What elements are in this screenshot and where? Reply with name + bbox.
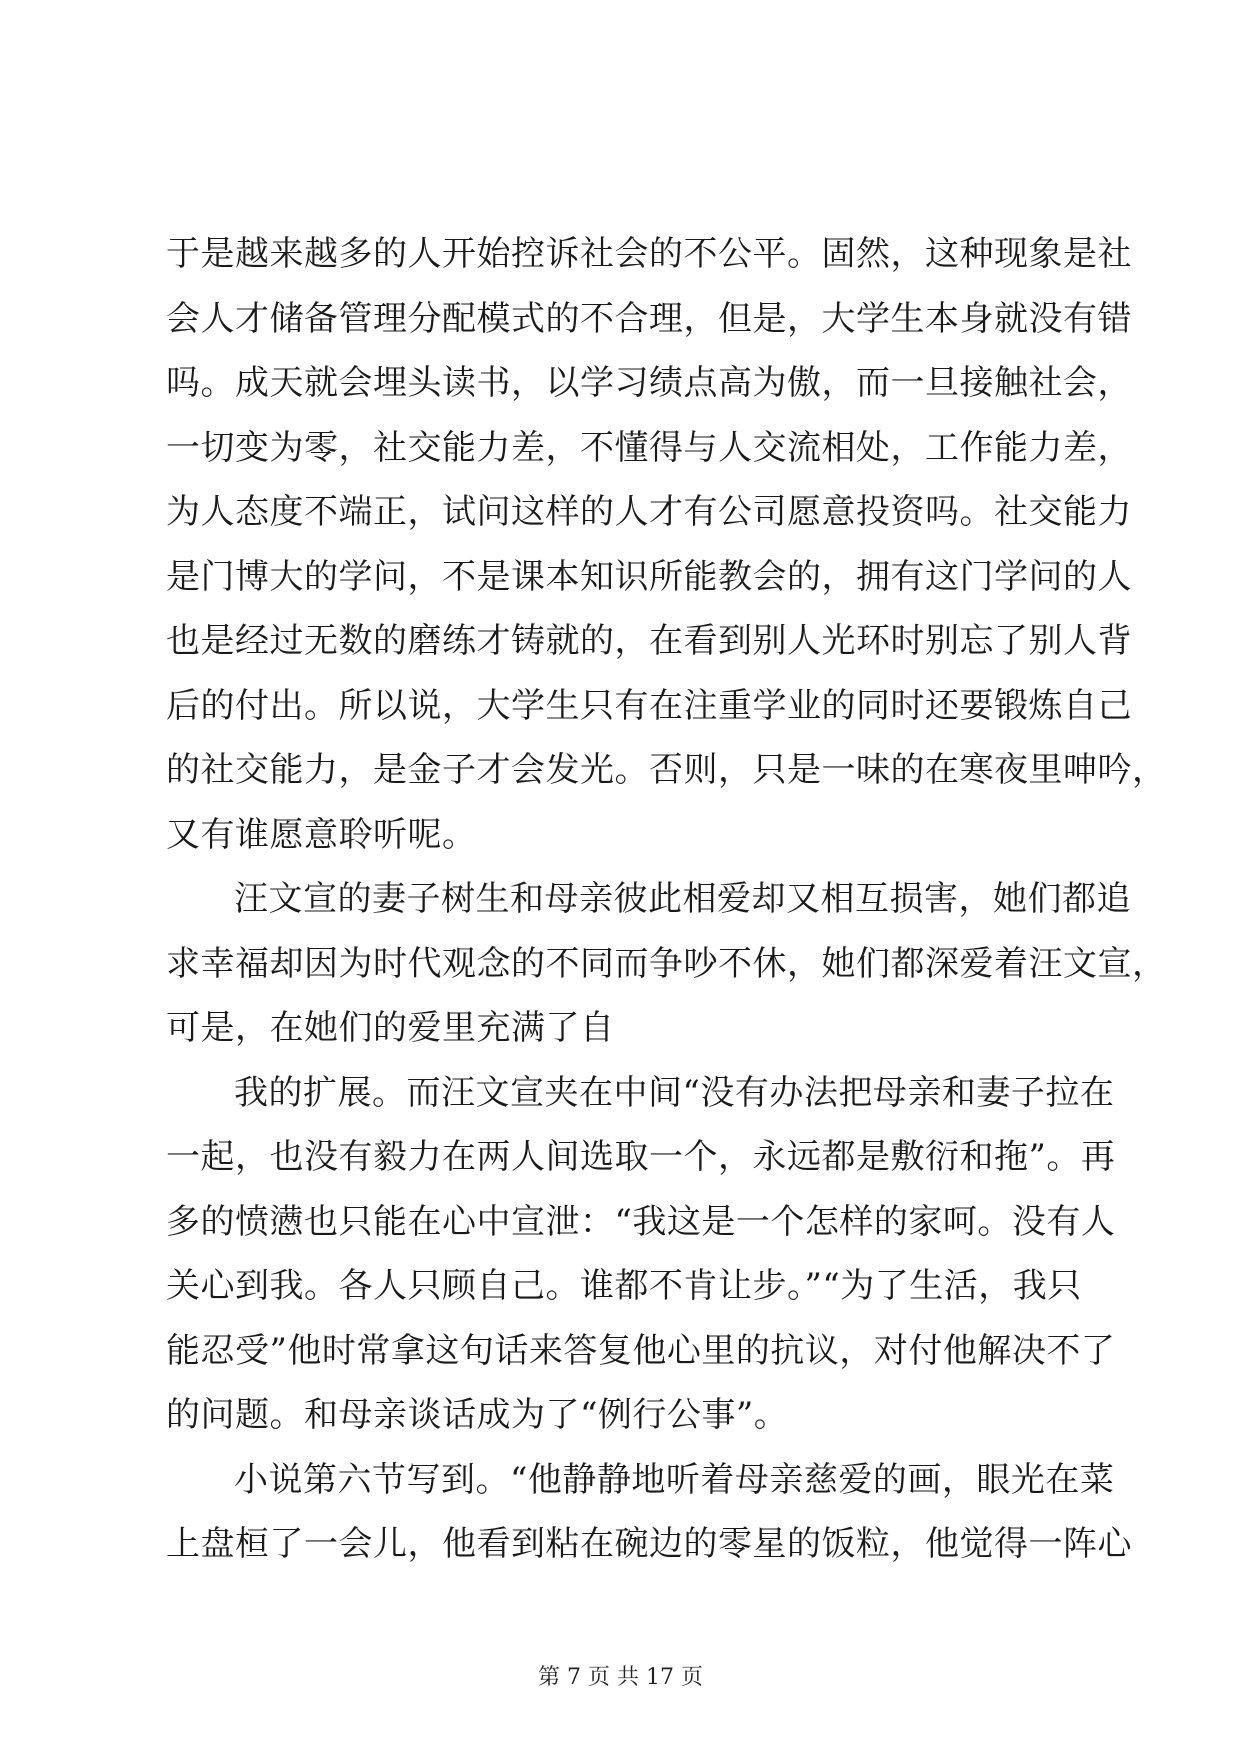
- text-line: 关心到我。各人只顾自己。谁都不肯让步。”“为了生活，我只: [166, 1266, 1082, 1306]
- text-line: 可是，在她们的爱里充满了自: [166, 1008, 615, 1048]
- text-line: 能忍受”他时常拿这句话来答复他心里的抗议，对付他解决不了: [166, 1330, 1116, 1371]
- text-line: 一切变为零，社交能力差，不懂得与人交流相处，工作能力差，: [166, 427, 1132, 468]
- text-line: 会人才储备管理分配模式的不合理，但是，大学生本身就没有错: [166, 298, 1132, 339]
- text-line: 是门博大的学问，不是课本知识所能教会的，拥有这门学问的人: [166, 556, 1132, 597]
- text-line: 吗。成天就会埋头读书，以学习绩点高为傲，而一旦接触社会，: [166, 363, 1132, 403]
- text-line: 小说第六节写到。“他静静地听着母亲慈爱的画，眼光在菜: [234, 1459, 1115, 1500]
- text-line: 汪文宣的妻子树生和母亲彼此相爱却又相互损害，她们都追: [234, 879, 1131, 919]
- text-line: 也是经过无数的磨练才铸就的，在看到别人光环时别忘了别人背: [166, 621, 1132, 661]
- text-line: 的问题。和母亲谈话成为了“例行公事”。: [166, 1395, 789, 1435]
- text-line: 又有谁愿意聆听呢。: [166, 814, 477, 855]
- text-line: 上盘桓了一会儿，他看到粘在碗边的零星的饭粒，他觉得一阵心: [166, 1524, 1132, 1564]
- text-line: 我的扩展。而汪文宣夹在中间“没有办法把母亲和妻子拉在: [234, 1072, 1115, 1113]
- page-number-footer: 第 7 页 共 17 页: [538, 1665, 703, 1690]
- text-line: 多的愤懑也只能在心中宣泄：“我这是一个怎样的家呵。没有人: [166, 1201, 1116, 1242]
- text-line: 为人态度不端正，试问这样的人才有公司愿意投资吗。社交能力: [166, 492, 1132, 532]
- paragraph-2: [166, 867, 1167, 1061]
- text-line: 求幸福却因为时代观念的不同而争吵不休，她们都深爱着汪文宣，: [166, 943, 1167, 984]
- document-body: [166, 222, 1167, 1577]
- paragraph-4: [166, 1448, 1132, 1577]
- text-line: 于是越来越多的人开始控诉社会的不公平。固然，这种现象是社: [166, 234, 1132, 274]
- text-line: 一起，也没有毅力在两人间选取一个，永远都是敷衍和拖”。再: [166, 1137, 1116, 1177]
- text-line: 后的付出。所以说，大学生只有在注重学业的同时还要锻炼自己: [166, 685, 1132, 726]
- text-line: 的社交能力，是金子才会发光。否则，只是一味的在寒夜里呻吟，: [166, 750, 1167, 790]
- paragraph-1: [166, 222, 1167, 867]
- paragraph-3: [166, 1061, 1116, 1448]
